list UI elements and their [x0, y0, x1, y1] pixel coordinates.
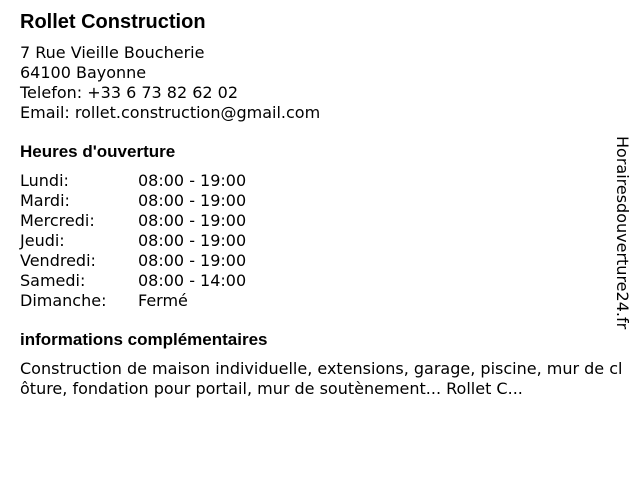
day-label: Samedi:	[20, 271, 86, 290]
day-label: Dimanche:	[20, 291, 107, 310]
site-watermark: Horairesdouverture24.fr	[613, 136, 632, 330]
hours-row-tuesday	[20, 191, 630, 211]
time-value: 08:00 - 19:00	[138, 231, 247, 250]
time-value: 08:00 - 19:00	[138, 251, 247, 270]
info-description: Construction de maison individuelle, extensions, garage, piscine, mur de clôture, fondation pour portail, mur de soutènement... Rollet C...	[20, 359, 623, 398]
day-label: Vendredi:	[20, 251, 96, 270]
hours-row-wednesday	[20, 211, 630, 231]
phone-text: Telefon: +33 6 73 82 62 02	[20, 83, 239, 102]
day-label: Lundi:	[20, 171, 69, 190]
business-card	[20, 9, 630, 399]
hours-row-thursday	[20, 231, 630, 251]
business-name: Rollet Construction	[20, 11, 206, 33]
hours-row-sunday	[20, 291, 630, 311]
time-value: Fermé	[138, 291, 188, 310]
time-value: 08:00 - 19:00	[138, 211, 247, 230]
day-label: Mardi:	[20, 191, 70, 210]
day-label: Jeudi:	[20, 231, 65, 250]
time-value: 08:00 - 19:00	[138, 171, 247, 190]
hours-row-friday	[20, 251, 630, 271]
time-value: 08:00 - 14:00	[138, 271, 247, 290]
address-city: 64100 Bayonne	[20, 63, 147, 82]
time-value: 08:00 - 19:00	[138, 191, 247, 210]
hours-row-saturday	[20, 271, 630, 291]
day-label: Mercredi:	[20, 211, 95, 230]
email-text: Email: rollet.construction@gmail.com	[20, 103, 321, 122]
hours-title: Heures d'ouverture	[20, 142, 176, 161]
hours-row-monday	[20, 171, 630, 191]
info-title: informations complémentaires	[20, 330, 268, 349]
contact-block	[20, 43, 630, 123]
hours-table	[20, 171, 630, 311]
address-street: 7 Rue Vieille Boucherie	[20, 43, 205, 62]
